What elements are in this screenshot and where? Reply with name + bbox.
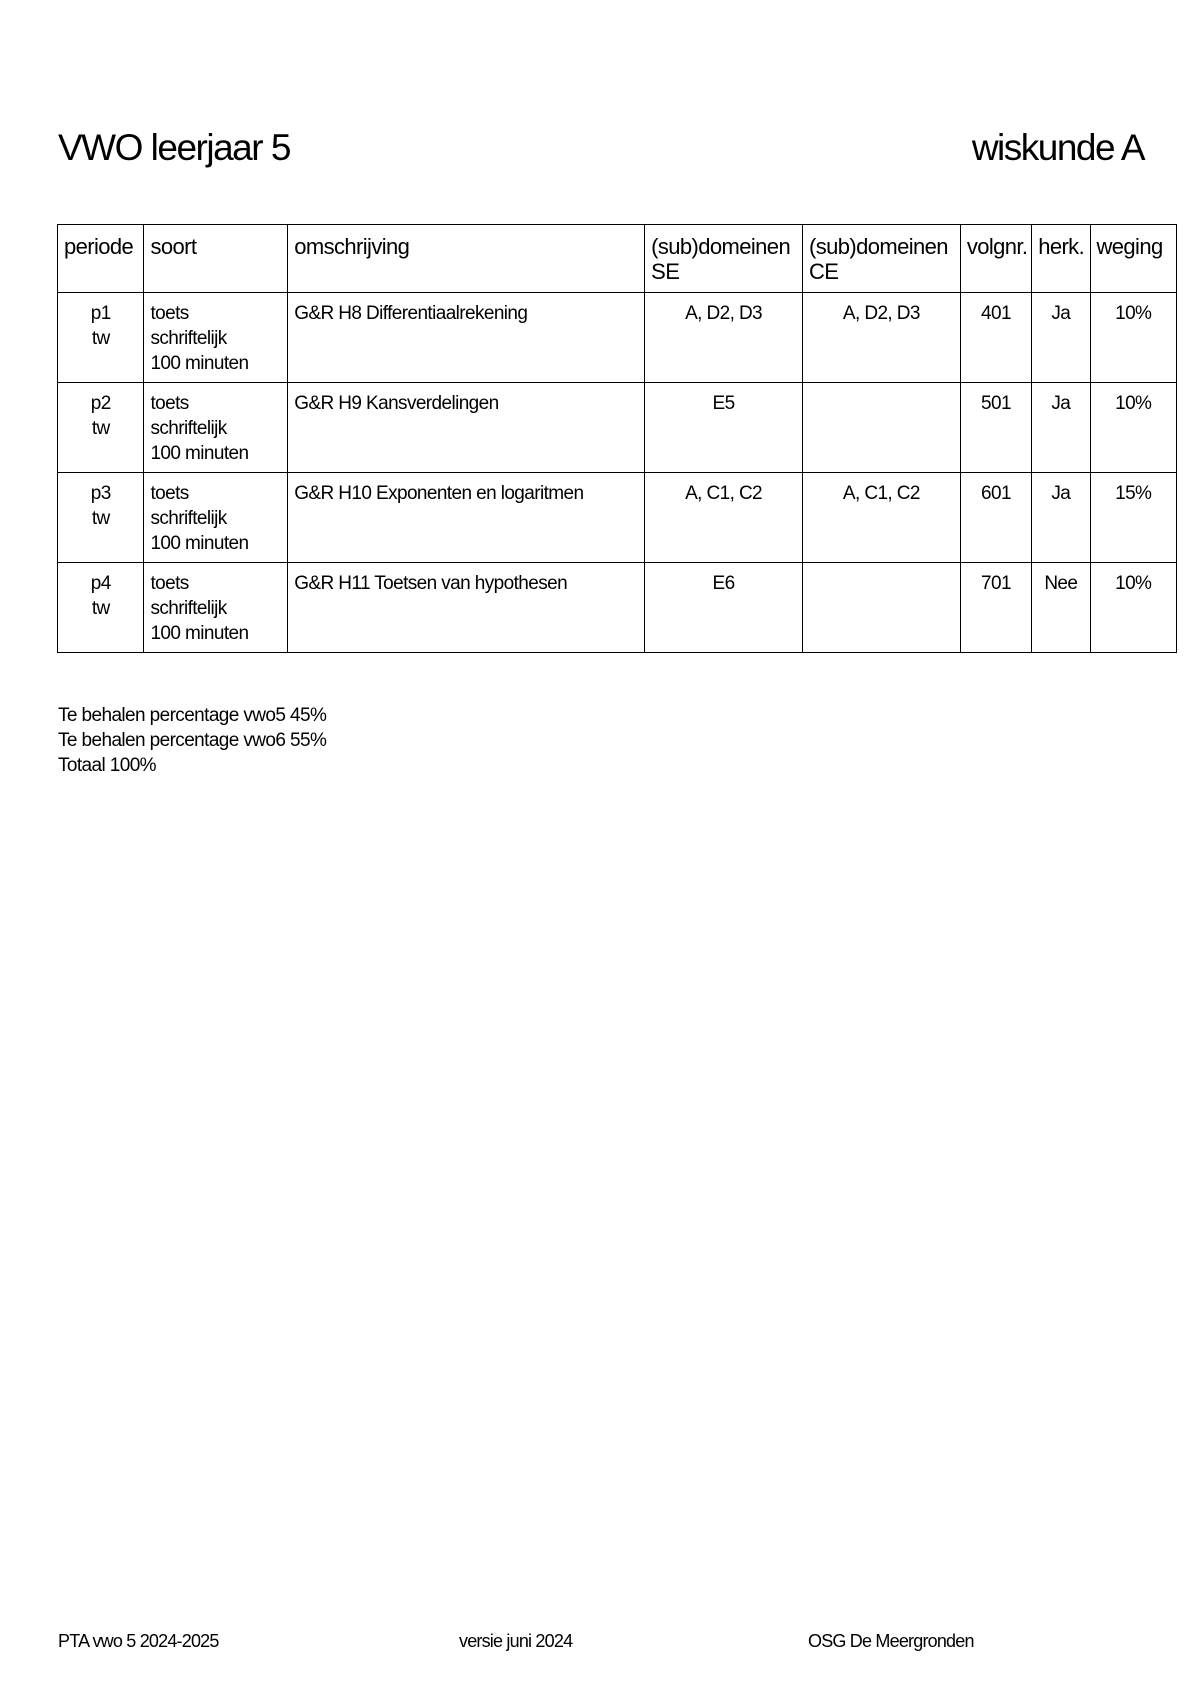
pta-table: [57, 224, 1177, 653]
col-header-soort: soort: [144, 225, 288, 293]
total-vwo6: Te behalen percentage vwo6 55%: [58, 730, 327, 751]
page-header: [58, 124, 1144, 172]
cell-domeinen-ce: [802, 383, 960, 473]
total-overall: Totaal 100%: [58, 755, 156, 776]
footer-document-name: PTA vwo 5 2024-2025: [58, 1631, 219, 1651]
grade-title: VWO leerjaar 5: [58, 127, 290, 168]
footer-version: versie juni 2024: [459, 1631, 573, 1651]
cell-domeinen-se: A, D2, D3: [645, 293, 803, 383]
cell-omschrijving: G&R H10 Exponenten en logaritmen: [288, 473, 645, 563]
col-header-domeinen-ce: (sub)domeinen CE: [802, 225, 960, 293]
cell-herk: Nee: [1032, 563, 1090, 653]
cell-weging: 10%: [1090, 563, 1177, 653]
cell-volgnr: 501: [960, 383, 1031, 473]
col-header-domeinen-se: (sub)domeinen SE: [645, 225, 803, 293]
table-header-row: [58, 225, 1177, 293]
cell-domeinen-se: E5: [645, 383, 803, 473]
cell-soort: toets schriftelijk 100 minuten: [144, 563, 288, 653]
cell-omschrijving: G&R H8 Differentiaalrekening: [288, 293, 645, 383]
cell-periode: p4 tw: [58, 563, 144, 653]
subject-title: wiskunde A: [971, 127, 1144, 168]
cell-herk: Ja: [1032, 293, 1090, 383]
cell-periode: p3 tw: [58, 473, 144, 563]
table-row: [58, 293, 1177, 383]
cell-omschrijving: G&R H9 Kansverdelingen: [288, 383, 645, 473]
cell-domeinen-ce: A, C1, C2: [802, 473, 960, 563]
col-header-weging: weging: [1090, 225, 1177, 293]
cell-periode: p2 tw: [58, 383, 144, 473]
cell-herk: Ja: [1032, 383, 1090, 473]
cell-soort: toets schriftelijk 100 minuten: [144, 293, 288, 383]
totals-block: [58, 703, 326, 778]
cell-volgnr: 601: [960, 473, 1031, 563]
cell-weging: 15%: [1090, 473, 1177, 563]
cell-volgnr: 401: [960, 293, 1031, 383]
cell-domeinen-ce: A, D2, D3: [802, 293, 960, 383]
page-footer: [58, 1631, 1158, 1655]
total-vwo5: Te behalen percentage vwo5 45%: [58, 705, 327, 726]
table-row: [58, 383, 1177, 473]
cell-volgnr: 701: [960, 563, 1031, 653]
cell-herk: Ja: [1032, 473, 1090, 563]
cell-weging: 10%: [1090, 293, 1177, 383]
col-header-omschrijving: omschrijving: [288, 225, 645, 293]
cell-periode: p1 tw: [58, 293, 144, 383]
cell-weging: 10%: [1090, 383, 1177, 473]
table-row: [58, 473, 1177, 563]
cell-domeinen-ce: [802, 563, 960, 653]
cell-soort: toets schriftelijk 100 minuten: [144, 383, 288, 473]
cell-domeinen-se: A, C1, C2: [645, 473, 803, 563]
cell-soort: toets schriftelijk 100 minuten: [144, 473, 288, 563]
cell-omschrijving: G&R H11 Toetsen van hypothesen: [288, 563, 645, 653]
col-header-herk: herk.: [1032, 225, 1090, 293]
col-header-periode: periode: [58, 225, 144, 293]
cell-domeinen-se: E6: [645, 563, 803, 653]
col-header-volgnr: volgnr.: [960, 225, 1031, 293]
table-row: [58, 563, 1177, 653]
footer-school-name: OSG De Meergronden: [808, 1631, 974, 1651]
